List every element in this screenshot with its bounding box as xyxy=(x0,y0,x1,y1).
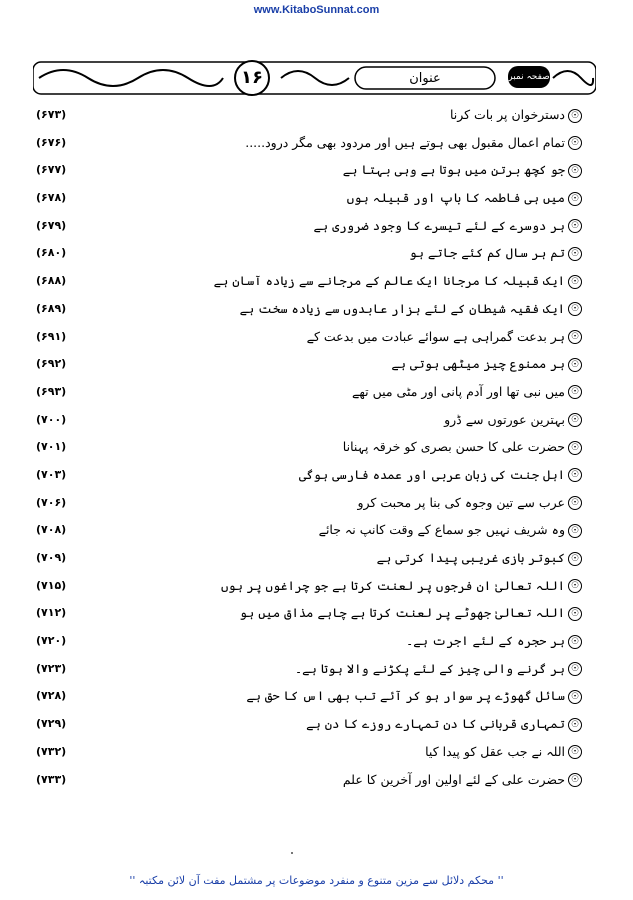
list-item xyxy=(36,132,582,160)
bullet-icon: ☉ xyxy=(568,385,582,399)
entry-text: اہل جنت کی زبان عربی اور عمدہ فارسی ہوگی xyxy=(298,466,565,482)
bullet-icon: ☉ xyxy=(568,690,582,704)
entry-reference: (۶۷۸) xyxy=(36,191,67,205)
entry-text: ایک فقیہ شیطان کے لئے ہزار عابدوں سے زیادہ سخت ہے xyxy=(239,300,565,316)
list-item xyxy=(36,409,582,437)
page-number-badge: صفحہ نمبر xyxy=(508,66,550,88)
entry-text: حضرت علی کا حسن بصری کو خرقہ پہنانا xyxy=(342,439,565,455)
list-item xyxy=(36,270,582,298)
entry-text: ہر بدعت گمراہی ہے سوائے عبادت میں بدعت کے xyxy=(306,328,565,344)
bullet-icon: ☉ xyxy=(568,496,582,510)
entry-text: بہترین عورتوں سے ڈرو xyxy=(444,411,565,427)
list-item xyxy=(36,492,582,520)
entry-text: اللہ تعالیٰ جھوٹے پر لعنت کرتا ہے چاہے مذاق میں ہو xyxy=(239,605,565,621)
entry-text: تمام اعمال مقبول بھی ہوتے ہیں اور مردود بھی مگر درود..... xyxy=(245,134,565,150)
list-item xyxy=(36,630,582,658)
list-item xyxy=(36,685,582,713)
entry-text: ہر حجرہ کے لئے اجرت ہے۔ xyxy=(405,633,565,649)
bullet-icon: ☉ xyxy=(568,109,582,123)
entry-text: حضرت علی کے لئے اولین اور آخرین کا علم xyxy=(342,771,565,787)
list-item xyxy=(36,187,582,215)
list-item xyxy=(36,242,582,270)
entry-reference: (۷۰۸) xyxy=(36,523,67,537)
bullet-icon: ☉ xyxy=(568,745,582,759)
entry-reference: (۷۰۳) xyxy=(36,467,67,481)
index-list xyxy=(36,104,582,796)
bullet-icon: ☉ xyxy=(568,247,582,261)
entry-reference: (۷۳۳) xyxy=(36,772,67,786)
entry-reference: (۷۲۰) xyxy=(36,634,67,648)
page-mark xyxy=(291,852,293,854)
page-number: ۱۶ xyxy=(241,67,263,88)
site-url[interactable]: www.KitaboSunnat.com xyxy=(253,4,380,16)
list-item xyxy=(36,104,582,132)
entry-reference: (۶۸۹) xyxy=(36,301,67,315)
entry-reference: (۷۲۹) xyxy=(36,717,67,731)
entry-reference: (۶۹۳) xyxy=(36,384,67,398)
entry-text: ہر ممنوع چیز میٹھی ہوتی ہے xyxy=(391,356,565,372)
entry-text: اللہ نے جب عقل کو پیدا کیا xyxy=(425,743,565,759)
page-header xyxy=(33,58,596,98)
list-item xyxy=(36,215,582,243)
list-item xyxy=(36,658,582,686)
entry-reference: (۶۷۳) xyxy=(36,108,67,121)
entry-reference: (۷۰۶) xyxy=(36,495,67,509)
list-item xyxy=(36,602,582,630)
entry-text: اللہ تعالیٰ ان فرجوں پر لعنت کرتا ہے جو چراغوں پر ہوں xyxy=(220,577,565,593)
list-item xyxy=(36,575,582,603)
bullet-icon: ☉ xyxy=(568,192,582,206)
entry-reference: (۷۰۱) xyxy=(36,440,67,454)
entry-reference: (۶۸۰) xyxy=(36,246,67,260)
entry-reference: (۷۱۲) xyxy=(36,606,67,620)
list-item xyxy=(36,464,582,492)
entry-reference: (۶۹۲) xyxy=(36,357,67,371)
entry-text: دسترخوان پر بات کرنا xyxy=(449,107,565,122)
entry-reference: (۷۰۹) xyxy=(36,551,67,564)
entry-reference: (۶۷۶) xyxy=(36,135,67,149)
bullet-icon: ☉ xyxy=(568,358,582,372)
entry-text: سائل گھوڑے پر سوار ہو کر آئے تب بھی اس کا حق ہے xyxy=(246,688,565,704)
list-item xyxy=(36,741,582,769)
bullet-icon: ☉ xyxy=(568,136,582,150)
entry-reference: (۷۲۳) xyxy=(36,661,67,675)
entry-text: کبوتر بازی غریبی پیدا کرتی ہے xyxy=(376,550,565,565)
list-item xyxy=(36,159,582,187)
list-item xyxy=(36,353,582,381)
bullet-icon: ☉ xyxy=(568,413,582,427)
bullet-icon: ☉ xyxy=(568,275,582,289)
bullet-icon: ☉ xyxy=(568,219,582,233)
list-item xyxy=(36,519,582,547)
entry-reference: (۷۱۵) xyxy=(36,578,67,592)
bullet-icon: ☉ xyxy=(568,164,582,178)
list-item xyxy=(36,381,582,409)
entry-text: میں نبی تھا اور آدم پانی اور مٹی میں تھے xyxy=(352,383,565,399)
bullet-icon: ☉ xyxy=(568,441,582,455)
entry-reference: (۷۳۲) xyxy=(36,744,67,758)
entry-text: تم ہر سال کم کئے جاتے ہو xyxy=(409,245,565,261)
list-item xyxy=(36,436,582,464)
bullet-icon: ☉ xyxy=(568,773,582,787)
bullet-icon: ☉ xyxy=(568,718,582,732)
entry-text: وہ شریف نہیں جو سماع کے وقت کانپ نہ جائے xyxy=(318,522,565,538)
bullet-icon: ☉ xyxy=(568,607,582,621)
entry-text: جو کچھ برتن میں ہوتا ہے وہی بہتا ہے xyxy=(342,162,565,178)
entry-text: میں ہی فاطمہ کا باپ اور قبیلہ ہوں xyxy=(346,190,565,206)
entry-reference: (۷۰۰) xyxy=(36,412,67,426)
bullet-icon: ☉ xyxy=(568,468,582,482)
bullet-icon: ☉ xyxy=(568,635,582,649)
bullet-icon: ☉ xyxy=(568,330,582,344)
entry-text: ہر دوسرے کے لئے تیسرے کا وجود ضروری ہے xyxy=(313,217,565,233)
entry-reference: (۶۸۸) xyxy=(36,274,67,288)
list-item xyxy=(36,326,582,354)
list-item xyxy=(36,713,582,741)
list-item xyxy=(36,547,582,575)
footer-tagline: '' محکم دلائل سے مزین متنوع و منفرد موضوعات پر مشتمل مفت آن لائن مکتبہ '' xyxy=(129,874,504,887)
page-title: عنوان xyxy=(409,71,441,86)
bullet-icon: ☉ xyxy=(568,552,582,566)
list-item xyxy=(36,769,582,797)
entry-text: تمہاری قربانی کا دن تمہارے روزے کا دن ہے xyxy=(306,716,565,732)
bullet-icon: ☉ xyxy=(568,524,582,538)
entry-text: عرب سے تین وجوہ کی بنا پر محبت کرو xyxy=(357,494,565,510)
bullet-icon: ☉ xyxy=(568,302,582,316)
entry-reference: (۶۷۷) xyxy=(36,163,67,177)
list-item xyxy=(36,298,582,326)
entry-text: ہر گرنے والی چیز کے لئے پکڑنے والا ہوتا ہے۔ xyxy=(294,660,565,676)
entry-reference: (۶۹۱) xyxy=(36,329,67,343)
bullet-icon: ☉ xyxy=(568,579,582,593)
bullet-icon: ☉ xyxy=(568,662,582,676)
entry-text: ایک قبیلہ کا مرجانا ایک عالم کے مرجانے سے زیادہ آسان ہے xyxy=(213,273,565,289)
entry-reference: (۶۷۹) xyxy=(36,218,67,232)
entry-reference: (۷۲۸) xyxy=(36,689,67,703)
